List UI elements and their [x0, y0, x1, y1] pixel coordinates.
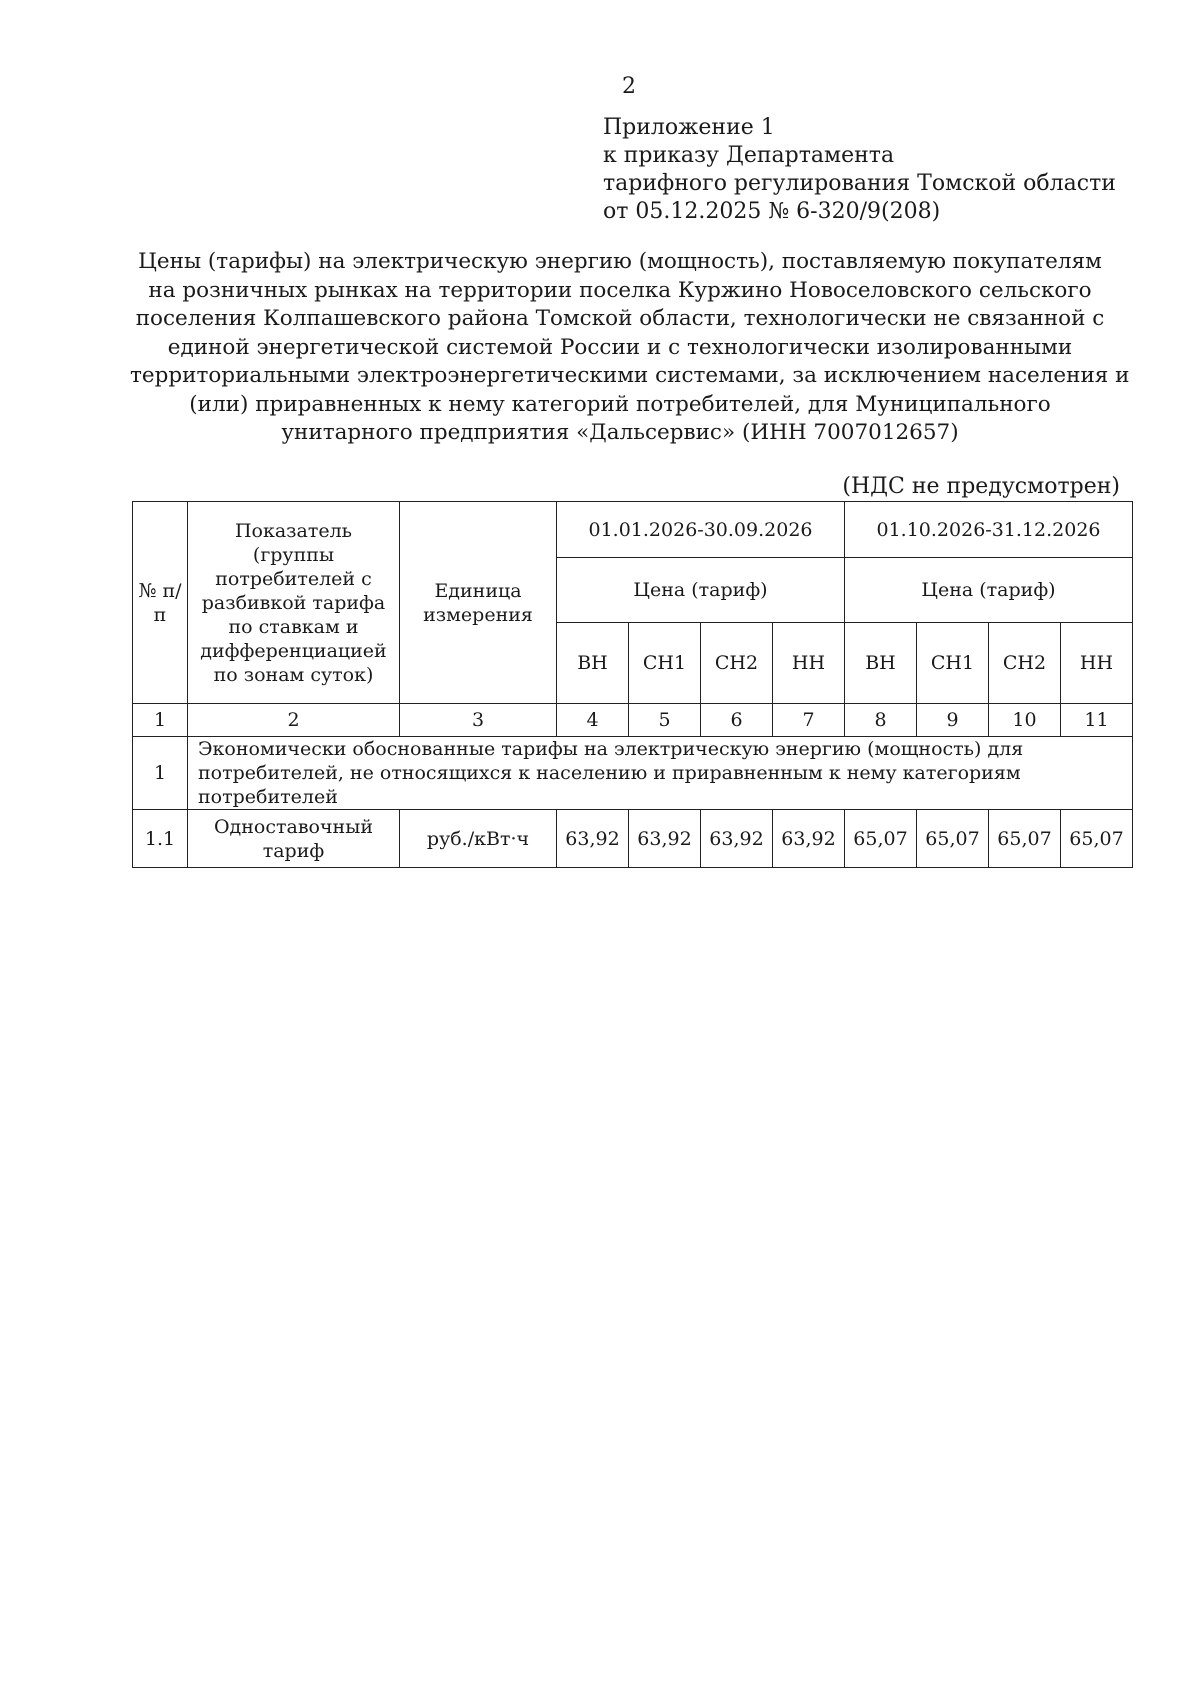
header-period-2: 01.10.2026-31.12.2026	[845, 502, 1133, 558]
row-value: 63,92	[773, 810, 845, 868]
appendix-line: тарифного регулирования Томской области	[603, 171, 1116, 196]
row-value: 65,07	[989, 810, 1061, 868]
column-number: 4	[557, 704, 629, 737]
page-number: 2	[622, 74, 636, 99]
section-num: 1	[133, 737, 188, 810]
column-number: 5	[629, 704, 701, 737]
title-line: единой энергетической системой России и с технологически изолированными	[167, 334, 1073, 360]
column-number: 10	[989, 704, 1061, 737]
column-number: 7	[773, 704, 845, 737]
document-title	[130, 248, 1130, 448]
row-value: 63,92	[629, 810, 701, 868]
column-number: 1	[133, 704, 188, 737]
column-number: 2	[188, 704, 400, 737]
header-row-periods	[133, 502, 1133, 558]
appendix-line: к приказу Департамента	[603, 143, 895, 168]
title-line: территориальными электроэнергетическими системами, за исключением населения и	[130, 363, 1130, 388]
header-level: НН	[1061, 623, 1133, 704]
header-level: НН	[773, 623, 845, 704]
row-unit: руб./кВт·ч	[400, 810, 557, 868]
title-line: на розничных рынках на территории поселка Куржино Новоселовского сельского	[148, 277, 1092, 303]
appendix-line: Приложение 1	[603, 115, 775, 140]
header-unit: Единица измерения	[400, 502, 557, 704]
row-num: 1.1	[133, 810, 188, 868]
title-line: поселения Колпашевского района Томской области, технологически не связанной с	[135, 306, 1105, 331]
header-level: ВН	[845, 623, 917, 704]
column-number: 8	[845, 704, 917, 737]
row-value: 63,92	[557, 810, 629, 868]
header-num: № п/п	[133, 502, 188, 704]
header-level: ВН	[557, 623, 629, 704]
tariff-table	[132, 501, 1133, 868]
title-line: Цены (тарифы) на электрическую энергию (мощность), поставляемую покупателям	[138, 249, 1102, 274]
header-period-1: 01.01.2026-30.09.2026	[557, 502, 845, 558]
row-value: 63,92	[701, 810, 773, 868]
header-level: СН2	[701, 623, 773, 704]
header-price-1: Цена (тариф)	[557, 558, 845, 623]
row-value: 65,07	[1061, 810, 1133, 868]
appendix-line: от 05.12.2025 № 6-320/9(208)	[603, 199, 941, 224]
vat-note: (НДС не предусмотрен)	[842, 474, 1120, 499]
section-text: Экономически обоснованные тарифы на электрическую энергию (мощность) для потребителей, не относящихся к населению и приравненным к нему категориям потребителей	[188, 737, 1133, 810]
header-level: СН2	[989, 623, 1061, 704]
section-row	[133, 737, 1133, 810]
column-number: 9	[917, 704, 989, 737]
row-value: 65,07	[845, 810, 917, 868]
column-number: 11	[1061, 704, 1133, 737]
row-name: Одноставочный тариф	[188, 810, 400, 868]
column-number: 6	[701, 704, 773, 737]
column-numbers-row	[133, 704, 1133, 737]
header-indicator: Показатель (группы потребителей с разбивкой тарифа по ставкам и дифференциацией по зонам суток)	[188, 502, 400, 704]
title-line: унитарного предприятия «Дальсервис» (ИНН 7007012657)	[281, 420, 959, 445]
header-level: СН1	[629, 623, 701, 704]
appendix-block	[603, 114, 1116, 226]
title-line: (или) приравненных к нему категорий потребителей, для Муниципального	[189, 391, 1051, 417]
row-value: 65,07	[917, 810, 989, 868]
header-price-2: Цена (тариф)	[845, 558, 1133, 623]
header-level: СН1	[917, 623, 989, 704]
table-row	[133, 810, 1133, 868]
column-number: 3	[400, 704, 557, 737]
